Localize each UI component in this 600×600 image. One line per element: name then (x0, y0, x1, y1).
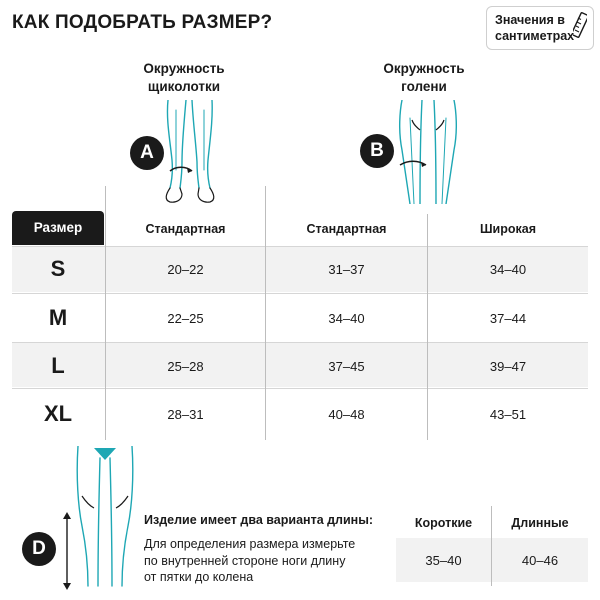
size-label-xl: XL (43, 401, 73, 426)
length-variants-heading: Изделие имеет два варианта длины: (144, 513, 374, 527)
size-column-header: Размер (12, 211, 104, 245)
ankle-label-line2: щиколотки (147, 79, 221, 94)
units-badge (486, 6, 594, 50)
ruler-icon (573, 12, 587, 38)
length-instruction-line: по внутренней стороне ноги длину (144, 553, 346, 568)
length-value-short: 35–40 (425, 553, 462, 568)
table-cell: 43–51 (489, 407, 527, 422)
ankle-measure-arrow-icon (168, 164, 194, 178)
marker-b-circle: B (360, 134, 394, 168)
table-cell: 25–28 (167, 359, 204, 374)
column-header-calf-wide: Широкая (479, 222, 537, 236)
length-instruction-line: от пятки до колена (144, 570, 254, 584)
table-cell: 34–40 (489, 262, 527, 277)
table-cell: 20–22 (167, 262, 204, 277)
calf-label-line2: голени (401, 79, 447, 94)
table-row-separator (12, 342, 588, 343)
table-cell: 34–40 (328, 311, 365, 326)
table-cell: 28–31 (167, 407, 204, 422)
table-cell: 40–48 (328, 407, 365, 422)
ankle-label-line1: Окружность (143, 61, 225, 76)
table-cell: 31–37 (328, 262, 365, 277)
page-title: КАК ПОДОБРАТЬ РАЗМЕР? (12, 12, 273, 33)
table-cell: 39–47 (489, 359, 527, 374)
units-badge-line2: сантиметрах (495, 29, 575, 43)
marker-a-circle: A (130, 136, 164, 170)
table-cell: 37–45 (328, 359, 365, 374)
length-header-long: Длинные (511, 516, 569, 530)
table-cell: 37–44 (489, 311, 527, 326)
table-row-separator (12, 388, 588, 389)
table-row-separator (12, 246, 588, 247)
length-measure-arrow-icon (60, 512, 74, 590)
size-label-l: L (51, 353, 65, 378)
table-row-separator (12, 293, 588, 294)
length-instruction-line: Для определения размера измерьте (144, 537, 356, 551)
calf-measure-arrow-icon (398, 158, 428, 172)
calf-label-line1: Окружность (383, 61, 465, 76)
length-instructions (144, 536, 384, 586)
calf-circumference-label (354, 60, 494, 96)
calf-legs-illustration (396, 100, 460, 204)
size-label-m: M (48, 305, 68, 330)
size-label-s: S (50, 256, 66, 281)
column-header-calf-standard: Стандартная (306, 222, 387, 236)
length-value-long: 40–46 (521, 553, 559, 568)
full-legs-illustration (72, 446, 136, 596)
length-header-short: Короткие (414, 516, 473, 530)
column-header-ankle-standard: Стандартная (145, 222, 226, 236)
ankle-circumference-label (114, 60, 254, 96)
table-cell: 22–25 (167, 311, 204, 326)
ankle-legs-illustration (160, 100, 220, 204)
marker-d-circle: D (22, 532, 56, 566)
units-badge-line1: Значения в (495, 13, 565, 27)
